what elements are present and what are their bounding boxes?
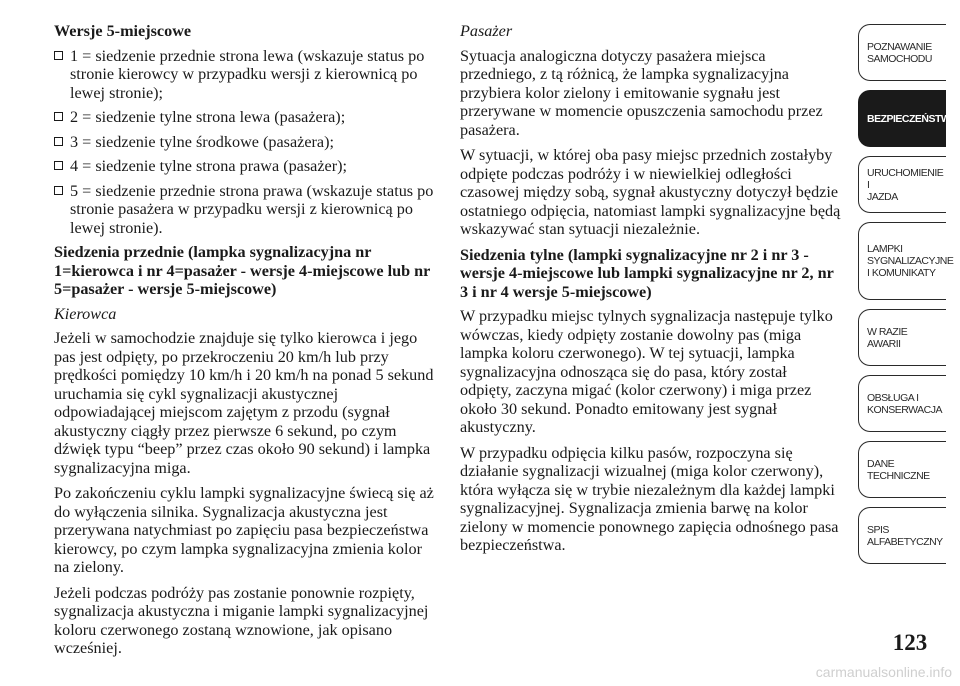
checkbox-bullet-icon <box>54 112 63 121</box>
tab-w-razie-awarii[interactable]: W RAZIE AWARII <box>858 309 946 366</box>
seat-list <box>54 47 436 238</box>
subheading-passenger: Pasażer <box>460 22 513 40</box>
tab-bezpieczenstwo[interactable]: BEZPIECZEŃSTWO <box>858 90 946 147</box>
checkbox-bullet-icon <box>54 186 63 195</box>
left-column <box>54 22 436 665</box>
tab-uruchomienie-i-jazda[interactable]: URUCHOMIENIE I JAZDA <box>858 156 946 213</box>
section-heading-front-seats: Siedzenia przednie (lampka sygnalizacyjna nr 1=kierowca i nr 4=pasażer - wersje 4-miejscowe lub nr 5=pasażer - wersje 5-miejscowe) <box>54 243 431 298</box>
paragraph: W przypadku odpięcia kilku pasów, rozpoczyna się działanie sygnalizacji wizualnej (miga kolor czerwony), która wyłącza się w trybie niezależnym dla każdej lampki sygnalizacyjnej. Sygnalizacja zmienia barwę na kolor zielony w momencie ponownego zapięcia odnośnego pasa bezpieczeństwa. <box>460 443 839 554</box>
watermark: carmanualsonline.info <box>815 664 952 680</box>
checkbox-bullet-icon <box>54 161 63 170</box>
list-item: 2 = siedzenie tylne strona lewa (pasażera); <box>54 108 436 127</box>
tab-lampki-sygnalizacyjne[interactable]: LAMPKI SYGNALIZACYJNE I KOMUNIKATY <box>858 222 946 300</box>
paragraph: W sytuacji, w której oba pasy miejsc przednich zostałyby odpięte podczas podróży i w niewielkiej odległości czasowej między sobą, sygnał akustyczny dotyczył będzie ostatniego odpięcia, natomiast lampki sygnalizacyjne będą wskazywać stan sytuacji niezależnie. <box>460 146 841 238</box>
section-heading-5-seat: Wersje 5-miejscowe <box>54 22 192 40</box>
right-column <box>460 22 842 562</box>
checkbox-bullet-icon <box>54 137 63 146</box>
list-item: 4 = siedzenie tylne strona prawa (pasażer); <box>54 157 436 176</box>
page-number: 123 <box>892 630 928 655</box>
paragraph: Jeżeli podczas podróży pas zostanie ponownie rozpięty, sygnalizacja akustyczna i miganie lampki sygnalizacyjnej koloru czerwonego zostaną wznowione, jak opisano wcześniej. <box>54 583 429 657</box>
list-item: 3 = siedzenie tylne środkowe (pasażera); <box>54 133 436 152</box>
paragraph: W przypadku miejsc tylnych sygnalizacja następuje tylko wówczas, kiedy odpięty zostanie dowolny pas (miga lampka koloru czerwonego). W tej sytuacji, lampka sygnalizacyjna odnosząca się do pasa, który został odpięty, zaczyna migać (kolor czerwony) i miga przez około 30 sekund. Ponadto emitowany jest sygnał akustyczny. <box>460 307 833 436</box>
tab-poznawanie-samochodu[interactable]: POZNAWANIE SAMOCHODU <box>858 24 946 81</box>
tab-dane-techniczne[interactable]: DANE TECHNICZNE <box>858 441 946 498</box>
list-item: 1 = siedzenie przednie strona lewa (wskazuje status po stronie kierowcy w przypadku wersji z kierownicą po lewej stronie); <box>54 47 436 103</box>
list-item: 5 = siedzenie przednie strona prawa (wskazuje status po stronie pasażera w przypadku wersji z kierownicą po lewej stronie). <box>54 182 436 238</box>
checkbox-bullet-icon <box>54 51 63 60</box>
paragraph: Po zakończeniu cyklu lampki sygnalizacyjne świecą się aż do wyłączenia silnika. Sygnalizacja akustyczna jest przerywana natychmiast po zapięciu pasa bezpieczeństwa kierowcy, po czym lampka sygnalizacyjna zmienia kolor na zielony. <box>54 484 434 576</box>
tab-spis-alfabetyczny[interactable]: SPIS ALFABETYCZNY <box>858 507 946 564</box>
section-heading-rear-seats: Siedzenia tylne (lampki sygnalizacyjne nr 2 i nr 3 - wersje 4-miejscowe lub lampki sygnalizacyjne nr 2, nr 3 i nr 4 wersje 5-miejscowe) <box>460 245 834 301</box>
tab-obsluga-i-konserwacja[interactable]: OBSŁUGA I KONSERWACJA <box>858 375 946 432</box>
paragraph: Jeżeli w samochodzie znajduje się tylko kierowca i jego pas jest odpięty, po przekroczeniu 20 km/h lub przy prędkości pomiędzy 10 km/h i 20 km/h na ponad 5 sekund uruchamia się cykl sygnalizacji akustycznej odpowiadającej miejscom zajętym z przodu (sygnał akustyczny ciągły przez pierwsze 6 sekund, po czym dźwięk typu “beep” przez czas około 90 sekund) i lampka sygnalizacyjna miga. <box>54 329 434 477</box>
paragraph: Sytuacja analogiczna dotyczy pasażera miejsca przedniego, z tą różnicą, że lampka sygnalizacyjna przybiera kolor zielony i emitowanie sygnału jest przerywane w momencie opuszczenia samochodu przez pasażera. <box>460 46 823 139</box>
chapter-tabs <box>858 24 959 573</box>
subheading-driver: Kierowca <box>54 304 117 323</box>
